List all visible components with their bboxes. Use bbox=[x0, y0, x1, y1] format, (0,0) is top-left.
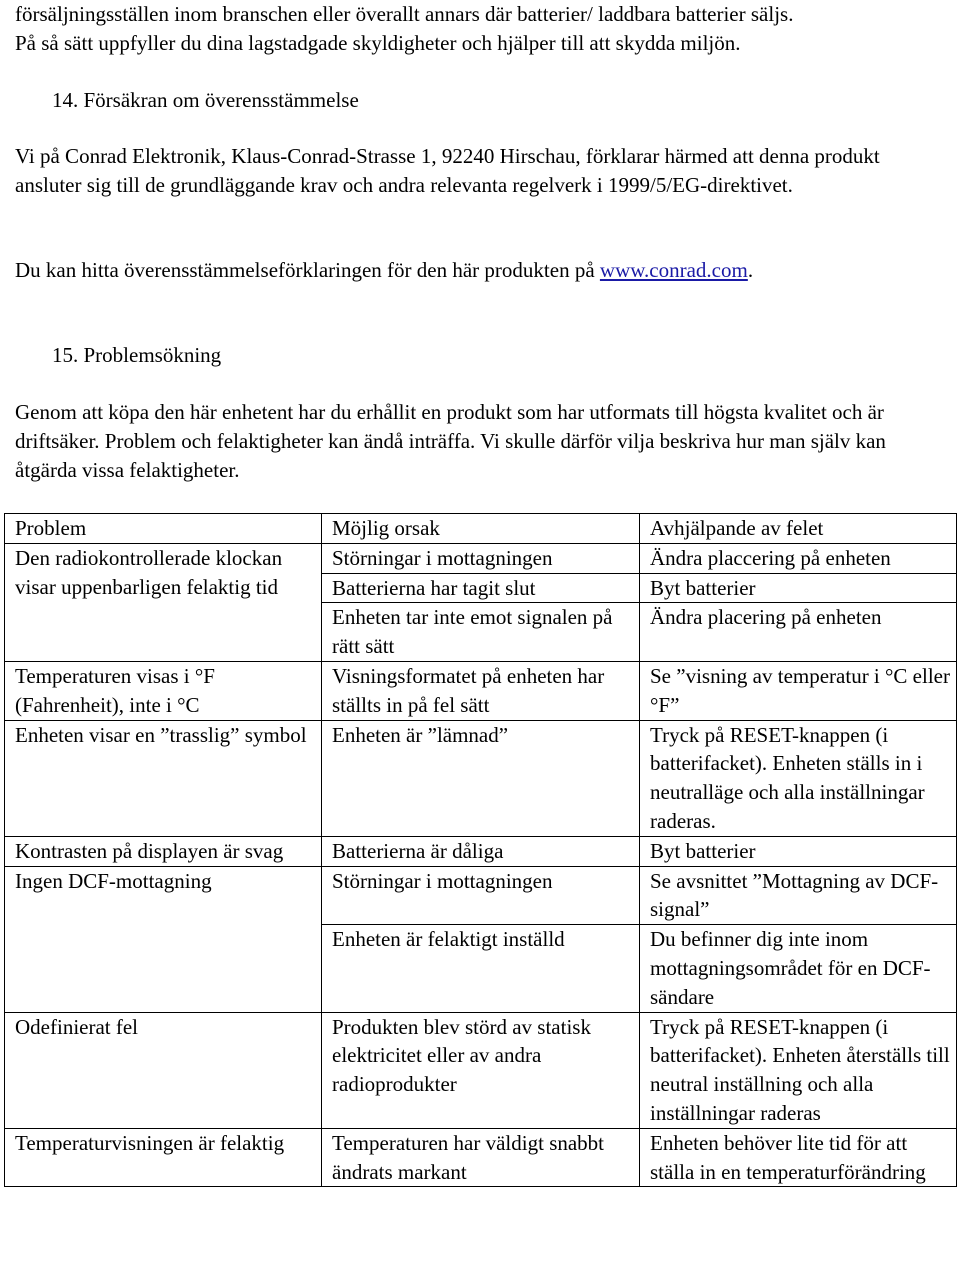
remedy-cell: Tryck på RESET-knappen (i batterifacket). Enheten återställs till neutral inställning och alla inställningar raderas bbox=[640, 1012, 957, 1128]
remedy-cell: Byt batterier bbox=[640, 573, 957, 603]
remedy-cell: Ändra placering på enheten bbox=[640, 603, 957, 662]
remedy-cell: Se ”visning av temperatur i °C eller °F” bbox=[640, 661, 957, 720]
problem-cell: Den radiokontrollerade klockan visar uppenbarligen felaktig tid bbox=[5, 543, 322, 661]
problem-cell: Temperaturvisningen är felaktig bbox=[5, 1128, 322, 1187]
section-14-body: Vi på Conrad Elektronik, Klaus-Conrad-Strasse 1, 92240 Hirschau, förklarar härmed att denna produkt ansluter sig till de grundläggande krav och andra relevanta regelverk i 1999/5/EG-direktivet. bbox=[15, 144, 880, 197]
intro-paragraph bbox=[15, 0, 950, 58]
table-row bbox=[5, 866, 957, 925]
table-row bbox=[5, 1128, 957, 1187]
intro-line: På så sätt uppfyller du dina lagstadgade skyldigheter och hjälper till att skydda miljön. bbox=[15, 31, 741, 55]
troubleshooting-table bbox=[4, 513, 957, 1187]
header-problem: Problem bbox=[5, 514, 322, 544]
link-prefix: Du kan hitta överensstämmelseförklaringen för den här produkten på bbox=[15, 258, 600, 282]
link-suffix: . bbox=[747, 258, 754, 282]
cause-cell: Visningsformatet på enheten har ställts in på fel sätt bbox=[322, 661, 640, 720]
cause-cell: Enheten är felaktigt inställd bbox=[322, 925, 640, 1012]
cause-cell: Enheten tar inte emot signalen på rätt sätt bbox=[322, 603, 640, 662]
table-header-row bbox=[5, 514, 957, 544]
problem-cell: Ingen DCF-mottagning bbox=[5, 866, 322, 1012]
problem-cell: Temperaturen visas i °F (Fahrenheit), inte i °C bbox=[5, 661, 322, 720]
cause-cell: Batterierna är dåliga bbox=[322, 836, 640, 866]
section-15-body: Genom att köpa den här enhetent har du erhållit en produkt som har utformats till högsta kvalitet och är driftsäker. Problem och felaktigheter kan ändå inträffa. Vi skulle därför vilja beskriva hur man själv kan åtgärda vissa felaktigheter. bbox=[15, 400, 886, 482]
remedy-cell: Ändra placcering på enheten bbox=[640, 543, 957, 573]
remedy-cell: Du befinner dig inte inom mottagningsområdet för en DCF-sändare bbox=[640, 925, 957, 1012]
problem-cell: Enheten visar en ”trasslig” symbol bbox=[5, 720, 322, 836]
cause-cell: Störningar i mottagningen bbox=[322, 543, 640, 573]
problem-cell: Kontrasten på displayen är svag bbox=[5, 836, 322, 866]
cause-cell: Produkten blev störd av statisk elektricitet eller av andra radioprodukter bbox=[322, 1012, 640, 1128]
cause-cell: Temperaturen har väldigt snabbt ändrats markant bbox=[322, 1128, 640, 1187]
conrad-link[interactable]: www.conrad.com bbox=[599, 258, 748, 282]
remedy-cell: Enheten behöver lite tid för att ställa in en temperaturförändring bbox=[640, 1128, 957, 1187]
table-row bbox=[5, 1012, 957, 1128]
table-row bbox=[5, 720, 957, 836]
table-row bbox=[5, 661, 957, 720]
table-row bbox=[5, 543, 957, 573]
intro-line: försäljningsställen inom branschen eller överallt annars där batterier/ laddbara batterier säljs. bbox=[15, 2, 794, 26]
remedy-cell: Byt batterier bbox=[640, 836, 957, 866]
cause-cell: Störningar i mottagningen bbox=[322, 866, 640, 925]
remedy-cell: Se avsnittet ”Mottagning av DCF-signal” bbox=[640, 866, 957, 925]
cause-cell: Enheten är ”lämnad” bbox=[322, 720, 640, 836]
cause-cell: Batterierna har tagit slut bbox=[322, 573, 640, 603]
section-15-heading: 15. Problemsökning bbox=[52, 343, 222, 367]
header-remedy: Avhjälpande av felet bbox=[640, 514, 957, 544]
problem-cell: Odefinierat fel bbox=[5, 1012, 322, 1128]
section-14-link-line bbox=[15, 256, 950, 285]
remedy-cell: Tryck på RESET-knappen (i batterifacket). Enheten ställs in i neutralläge och alla inställningar raderas. bbox=[640, 720, 957, 836]
section-14-heading: 14. Försäkran om överensstämmelse bbox=[52, 88, 359, 112]
table-row bbox=[5, 836, 957, 866]
header-cause: Möjlig orsak bbox=[322, 514, 640, 544]
